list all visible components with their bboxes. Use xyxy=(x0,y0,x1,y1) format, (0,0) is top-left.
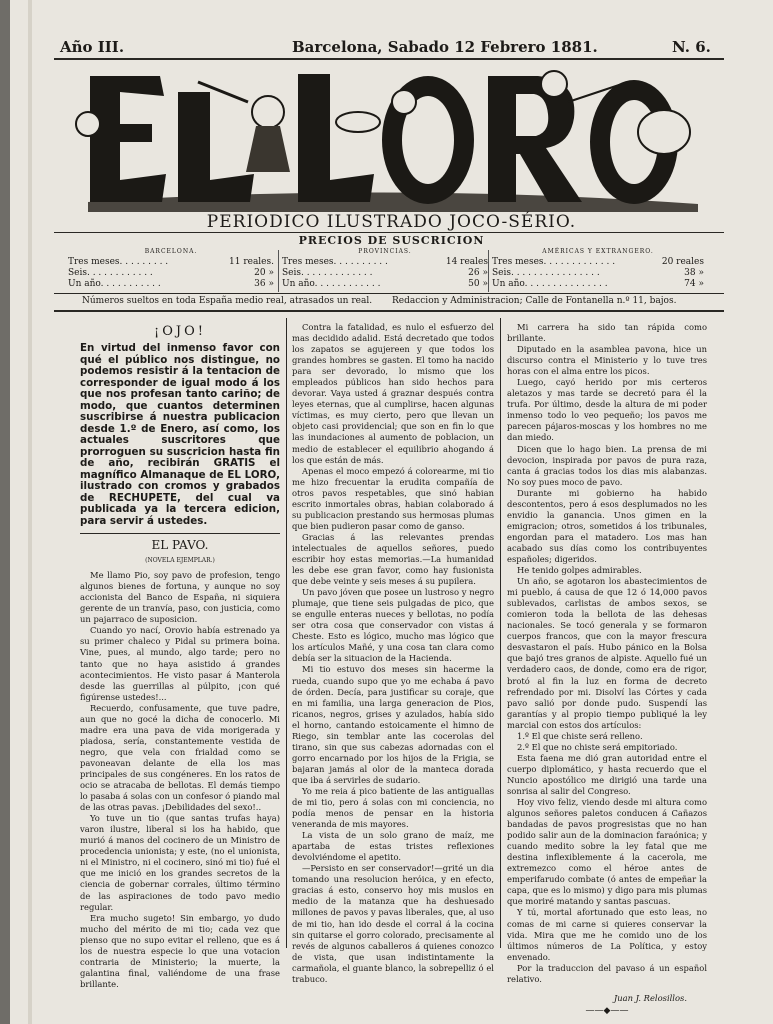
article-paragraph: Recuerdo, confusamente, que tuve padre, aun que no gocé la dicha de conocerlo. Mi madre era una pava de vida morigerada y piadosa, sería, constantemente vestida de negro, que vela con frialdad como se pavoneavan delante de ella los mas principales de sus congéneres. En los ratos de ocio se atracaba de bellotas. El demás tiempo lo pasaba á solas con un confesor ó piando mal de las otras pavas. ¡Debilidades del sexo!.. xyxy=(80,702,280,813)
article-paragraph: Me llamo Pio, soy pavo de profesion, tengo algunos bienes de fortuna, y aunque no soy accionista del Banco de España, ni siquiera gerente de un tranvía, paso, con justicia, como un pajarraco de suposicion. xyxy=(80,570,280,625)
ojo-title: ¡OJO! xyxy=(154,324,206,339)
article-paragraph: Y tú, mortal afortunado que esto leas, no comas de mi carne si quieres conservar la vida. Mira que me he comido uno de los últimos números de La Política, y estoy envenado. xyxy=(507,907,707,962)
price-group-name: PROVINCIAS. xyxy=(358,248,412,255)
masthead-logo xyxy=(68,62,708,212)
notice-bottom-rule xyxy=(54,310,724,312)
notice-left: Números sueltos en toda España medio real, atrasados un real. xyxy=(82,296,373,306)
price-row: Tres meses. . . . . . . . . 11 reales. xyxy=(68,257,274,267)
article-paragraph: Era mucho sugeto! Sin embargo, yo dudo mucho del mérito de mi tio; cada vez que pienso que no supo evitar el relleno, que es á los de nuestra especie lo que una votacion contraria de Ministerio; la muerte, la galantina final, valiéndome de una frase brillante. xyxy=(80,912,280,989)
price-row: Tres meses. . . . . . . . . . . . . 20 reales xyxy=(492,257,704,267)
price-row: Un año. . . . . . . . . . . . 50 » xyxy=(282,279,488,289)
article-paragraph: La vista de un solo grano de maíz, me apartaba de estas tristes reflexiones devolviéndome el apetito. xyxy=(292,830,494,863)
price-divider xyxy=(278,250,279,292)
article-paragraph: Apenas el moco empezó á colorearme, mi tio me hizo frecuentar la erudita compañía de otros pavos respetables, que sinó habian escrito inmortales obras, habian colaborado á su publicacion prestando sus hermosas plumas que bien pudieron pasar como de ganso. xyxy=(292,465,494,531)
article-paragraph: Yo me reia á pico batiente de las antiguallas de mi tio, pero á solas con mi conciencia, no podía menos de pensar en la historia veneranda de mis mayores. xyxy=(292,785,494,830)
article-paragraph: Mi carrera ha sido tan rápida como brillante. xyxy=(507,322,707,344)
newspaper-page xyxy=(10,0,773,1024)
article-paragraph: Hoy vivo feliz, viendo desde mi altura como algunos señores paletos conducen á Cañazos bandadas de pavos progresistas que no han podido salir aun de la dominacion faraónica; y cuando medito sobre la ley fatal que me destina inflexiblemente á la cacerola, me extremezco como el héroe antes de emperifarudo combate (ó antes de empeñar la capa, que es lo mismo) y digo para mis plumas que moriré matando y santas pascuas. xyxy=(507,797,707,907)
article-paragraph: Dicen que lo hago bien. La prensa de mi devocion, inspirada por pavos de pura raza, canta á gracias todos los dias mis alabanzas. No soy pues moco de pavo. xyxy=(507,443,707,487)
price-group-name: AMÉRICAS Y EXTRANGERO. xyxy=(542,248,654,255)
article-paragraph: Mi tio estuvo dos meses sin hacerme la rueda, cuando supo que yo me echaba á pavo de órden. Decía, para justificar su coraje, que en mi familia, una larga generacion de Pios, ricanos, negros, grises y azulados, había sido el horno, cantando estoicamente el himno de Riego, sin temblar ante las cocerolas del tirano, sin que sus cabezas adornadas con el gorro encarnado por los hijos de la Frigia, se bajaran jamás al olor de la manteca dorada que iba á servirles de sudario. xyxy=(292,664,494,785)
price-row: Tres meses. . . . . . . . . . 14 reales xyxy=(282,257,488,267)
article-paragraph: Un año, se agotaron los abastecimientos de mi pueblo, á causa de que 12 ó 14,000 pavos sublevados, carlistas de ambos sexos, se comieron toda la bellota de las dehesas nacionales. Se tocó generala y se formaron cuerpos francos, que con la mayor frescura desvastaron el país. Hubo pánico en la Bolsa que bajó tres granos de alpiste. Aquello fué un verdadero caos, de donde, como era de rigor, brotó al fin la luz en forma de decreto refrendado por mi. Disolví las Córtes y cada pavo salió por donde pudo. Suspendí las garantías y al propio tiempo publiqué la ley marcial con estos dos artículos: xyxy=(507,576,707,730)
article-subtitle: (NOVELA EJEMPLAR.) xyxy=(145,557,215,565)
notice-right: Redaccion y Administracion; Calle de Fontanella n.º 11, bajos. xyxy=(392,296,677,306)
price-row: Un año. . . . . . . . . . . 36 » xyxy=(68,279,274,289)
article-paragraph: 2.º El que no chiste será empitoriado. xyxy=(517,741,678,752)
masthead-subtitle: PERIODICO ILUSTRADO JOCO-SÉRIO. xyxy=(206,212,577,232)
article-paragraph: Diputado en la asamblea pavona, hice un discurso contra el Ministerio y lo tuve tres horas con el alma entre los picos. xyxy=(507,344,707,377)
price-group-americas xyxy=(492,248,704,290)
price-group-name: BARCELONA. xyxy=(144,248,198,255)
article-signature: Juan J. Relosillos. xyxy=(613,992,687,1003)
article-title: EL PAVO. xyxy=(151,538,209,553)
issue-number: N. 6. xyxy=(672,38,711,56)
column-3 xyxy=(507,322,707,1017)
article-paragraph: 1.º El que chiste será relleno. xyxy=(517,730,643,741)
prices-title: PRECIOS DE SUSCRICION xyxy=(298,234,485,247)
article-paragraph: Por la traduccion del pavaso á un español relativo. xyxy=(507,962,707,984)
price-row: Seis. . . . . . . . . . . . . . . . 38 » xyxy=(492,268,704,278)
binding-shadow xyxy=(28,0,32,1024)
article-paragraph: —Persisto en ser conservador!—grité un dia tomando una resolucion heróica, y en efecto, gracias á esto, conservo hoy mis muslos en medio de la matanza que ha deshuesado millones de pavos y pavas liberales, que, al uso de mi tio, han ido desde el corral á la cocina sin quitarse el gorro colorado, precisamente al revés de algunos caballeros á quienes conozco de vista, que usan indistintamente la carmañola, el guante blanco, la sobrepelliz ó el trabuco. xyxy=(292,863,494,984)
price-group-barcelona xyxy=(68,248,274,290)
price-row: Un año. . . . . . . . . . . . . . . 74 » xyxy=(492,279,704,289)
ojo-rule xyxy=(80,533,280,534)
price-divider xyxy=(488,250,489,292)
issue-year: Año III. xyxy=(60,38,125,56)
price-group-provincias xyxy=(282,248,488,290)
issue-place-date: Barcelona, Sabado 12 Febrero 1881. xyxy=(292,38,598,56)
article-paragraph: Yo tuve un tio (que santas trufas haya) varon ilustre, liberal si los ha habido, que murió á manos del cocinero de un Ministro de procedencia unionista; y este, (no el unionista, ni el Ministro, ni el cocinero, sinó mi tio) fué el que me inició en los grandes secretos de la ciencia de gobernar corrales, último término de las aspiraciones de todo pavo medio regular. xyxy=(80,813,280,912)
article-paragraph: He tenido golpes admirables. xyxy=(517,565,642,576)
article-paragraph: Durante mi gobierno ha habido descontentos, pero á esos desplumados no les envidio la ganancia. Unos gimen en la emigracion; otros, sometidos á los tribunales, engordan para el matadero. Los mas han acabado sus días como los contribuyentes españoles; digeridos. xyxy=(507,487,707,564)
column-rule xyxy=(286,318,287,948)
column-2 xyxy=(292,322,494,985)
column-1 xyxy=(80,322,280,990)
column-rule xyxy=(500,318,501,948)
article-paragraph: Cuando yo nací, Orovio había estrenado ya su primer chaleco y Pidal su primera boina. Vine, pues, al mundo, algo tarde; pero no tanto que no haya asistido á grandes acontecimientos. He visto pasar á Manterola desde las guerrillas al púlpito, ¡con qué figúrense ustedes!... xyxy=(80,625,280,702)
header-rule xyxy=(54,58,724,60)
article-paragraph: Esta faena me dió gran autoridad entre el cuerpo diplomático, y hasta recuerdo que el Nuncio apostólico me dirigió una tarde una sonrisa al salir del Congreso. xyxy=(507,752,707,796)
subtitle-rule xyxy=(54,232,724,233)
article-paragraph: Contra la fatalidad, es nulo el esfuerzo del mas decidido adalid. Está decretado que todos los zapatos se agujereen y que todos los grandes hombres se gasten. El tomo ha nacido para ser devorado, lo mismo que los empleados públicos han sido hechos para devorar. Vaya usted á graznar después contra leyes eternas, que al cumplirse, hacen algunas víctimas, es muy cierto, pero que llevan un objeto casi providencial; que son en fin lo que las inundaciones al aumento de poblacion, un medio de establecer el equilibrio ahogando á los que están de más. xyxy=(292,322,494,465)
notice-top-rule xyxy=(54,293,724,294)
ojo-notice: En virtud del inmenso favor con qué el público nos distingue, no podemos resistir á la tentacion de corresponder de igual modo á los que nos profesan tanto cariño; de modo, que cuantos determinen suscribirse á nuestra publicacion desde 1.º de Enero, así como, los actuales suscritores que prorroguen su suscricion hasta fin de año, recibirán GRATIS el magnífico Almanaque de EL LORO, ilustrado con cromos y grabados de RECHUPETE, del cual va publicada ya la tercera edicion, para servir á ustedes. xyxy=(80,342,280,527)
article-paragraph: Un pavo jóven que posee un lustroso y negro plumaje, que tiene seis pulgadas de pico, que se engulle enteras nueces y bellotas, no podía ser otra cosa que conservador con vistas á Cheste. Esto es lógico, mucho mas lógico que los artículos Mañé, y una cosa tan clara como debía ser la situacion de la Hacienda. xyxy=(292,587,494,664)
article-paragraph: Luego, cayó herido por mis certeros aletazos y mas tarde se decretó para él la trufa. Por último, desde la altura de mi poder inmenso todo lo veo pequeño; los pavos me parecen pájaros-moscas y los hombres no me dan miedo. xyxy=(507,377,707,443)
masthead-illustration xyxy=(68,62,708,212)
price-row: Seis. . . . . . . . . . . . . 26 » xyxy=(282,268,488,278)
article-paragraph: Gracias á las relevantes prendas intelectuales de aquellos señores, puedo escribir hoy estas memorias.—La humanidad les debe ese gran favor, como hay fusionista que debe veinte y seis meses á su pupilera. xyxy=(292,531,494,587)
end-ornament: ——◆—— xyxy=(585,1005,629,1016)
price-row: Seis. . . . . . . . . . . . 20 » xyxy=(68,268,274,278)
